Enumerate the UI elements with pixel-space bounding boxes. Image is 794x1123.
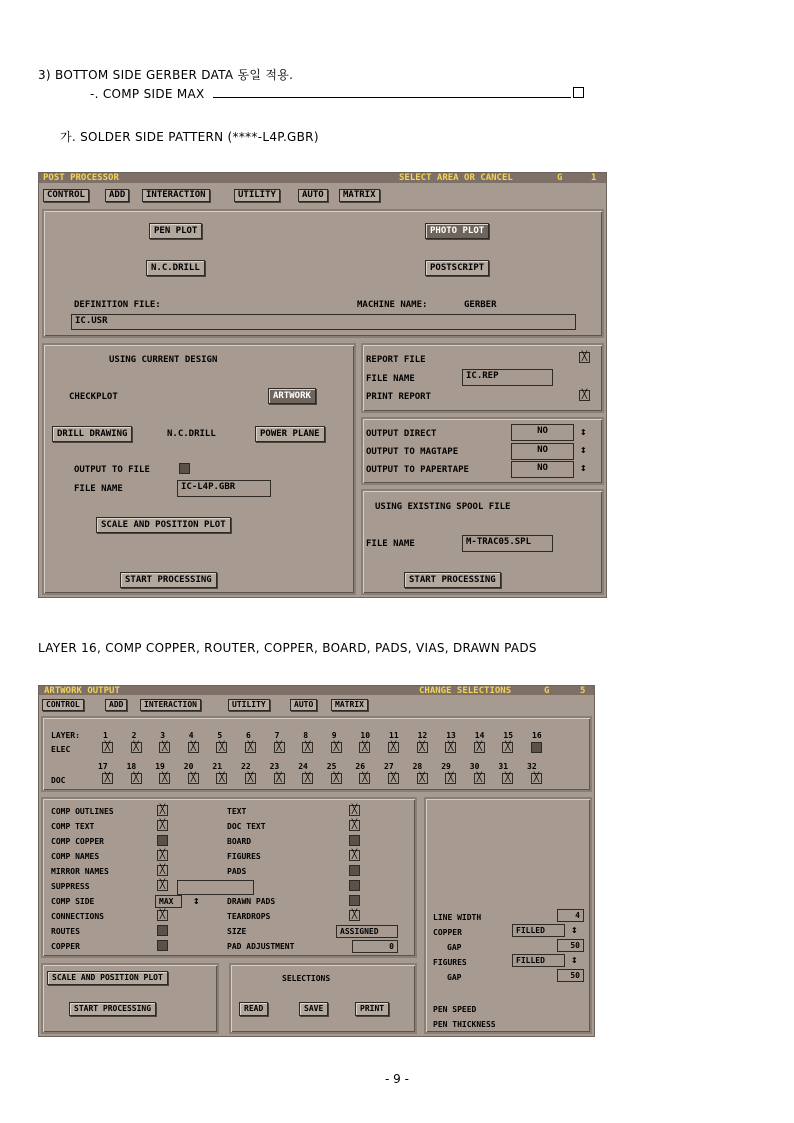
file-name-label: FILE NAME [74, 484, 123, 494]
window-title: POST PROCESSOR [43, 173, 119, 183]
doc-layer-checkbox[interactable] [502, 773, 513, 784]
output-to-file-label: OUTPUT TO FILE [74, 465, 150, 475]
elec-layer-checkbox[interactable] [274, 742, 285, 753]
option-label: COMP TEXT [51, 822, 95, 831]
output-papertape-label: OUTPUT TO PAPERTAPE [366, 465, 469, 475]
option-label: BOARD [227, 837, 252, 846]
output-magtape-label: OUTPUT TO MAGTAPE [366, 447, 459, 457]
status-text: CHANGE SELECTIONS [419, 686, 512, 696]
elec-layer-checkbox[interactable] [188, 742, 199, 753]
layer-number: 31 [498, 762, 509, 771]
option-checkbox[interactable] [349, 820, 360, 831]
layer-number: 17 [98, 762, 108, 771]
selections-label: SELECTIONS [282, 974, 331, 983]
artwork-button[interactable]: ARTWORK [268, 388, 316, 404]
option-checkbox[interactable] [157, 910, 168, 921]
pen-plot-button[interactable]: PEN PLOT [149, 223, 202, 239]
pad-adjustment-value[interactable]: 0 [352, 940, 398, 953]
output-papertape-value[interactable]: NO [511, 461, 574, 478]
layer-number: 12 [417, 731, 428, 740]
copper-fill-value[interactable]: FILLED [512, 924, 565, 937]
layer-number: 10 [360, 731, 371, 740]
menu-control[interactable]: CONTROL [42, 699, 84, 711]
output-direct-value[interactable]: NO [511, 424, 574, 441]
option-label: SIZE [227, 927, 247, 936]
layer-number: 13 [446, 731, 456, 740]
doc-layer-checkbox[interactable] [474, 773, 485, 784]
window-title: ARTWORK OUTPUT [44, 686, 120, 696]
mode-letter: G [544, 686, 550, 696]
layer-number: 14 [474, 731, 485, 740]
menu-interaction[interactable]: INTERACTION [142, 189, 210, 202]
pen-speed-label: PEN SPEED [433, 1005, 477, 1014]
option-checkbox[interactable] [349, 910, 360, 921]
copper-label: COPPER [433, 928, 462, 937]
menu-utility[interactable]: UTILITY [228, 699, 270, 711]
report-file-name-input[interactable]: IC.REP [462, 369, 553, 386]
menu-matrix[interactable]: MATRIX [339, 189, 380, 202]
title-bar [39, 686, 594, 695]
copper-gap-value[interactable]: 50 [557, 939, 584, 952]
layer-number: 1 [103, 731, 108, 740]
option-label: MIRROR NAMES [51, 867, 109, 876]
print-report-label: PRINT REPORT [366, 392, 432, 402]
figures-gap-value[interactable]: 50 [557, 969, 584, 982]
section-heading: 3) BOTTOM SIDE GERBER DATA 동일 적용. [38, 68, 294, 82]
option-label: DOC TEXT [227, 822, 266, 831]
option-label: TEARDROPS [227, 912, 271, 921]
comp-side-value[interactable]: MAX [155, 895, 182, 908]
layer-number: 16 [532, 731, 542, 740]
layer-number: 5 [217, 731, 223, 740]
option-label: FIGURES [227, 852, 261, 861]
updown-arrow-icon[interactable]: ↕ [571, 923, 578, 936]
doc-layer-checkbox[interactable] [531, 773, 542, 784]
line-width-value[interactable]: 4 [557, 909, 584, 922]
elec-layer-checkbox[interactable] [131, 742, 142, 753]
pen-thickness-label: PEN THICKNESS [433, 1020, 496, 1029]
elec-layer-checkbox[interactable] [474, 742, 485, 753]
layer-number: 6 [246, 731, 251, 740]
output-direct-label: OUTPUT DIRECT [366, 429, 437, 439]
updown-arrow-icon[interactable]: ↕ [580, 443, 587, 456]
menu-add[interactable]: ADD [105, 189, 129, 202]
drill-drawing-button[interactable]: DRILL DRAWING [52, 426, 132, 442]
report-file-name-label: FILE NAME [366, 374, 415, 384]
start-processing-button[interactable]: START PROCESSING [120, 572, 217, 588]
doc-layer-checkbox[interactable] [216, 773, 227, 784]
read-button[interactable]: READ [239, 1002, 268, 1016]
option-checkbox[interactable] [157, 850, 168, 861]
layer-number: 23 [269, 762, 280, 771]
spool-file-name-label: FILE NAME [366, 539, 415, 549]
print-button[interactable]: PRINT [355, 1002, 389, 1016]
doc-layer-checkbox[interactable] [131, 773, 142, 784]
checkbox-square [573, 87, 584, 98]
layer-number: 9 [331, 731, 337, 740]
postscript-button[interactable]: POSTSCRIPT [425, 260, 489, 276]
artwork-output-screenshot [38, 685, 595, 1037]
option-checkbox[interactable] [349, 850, 360, 861]
checkplot-label: CHECKPLOT [69, 392, 118, 402]
option-checkbox[interactable] [349, 805, 360, 816]
updown-arrow-icon[interactable]: ↕ [193, 894, 200, 907]
elec-layer-checkbox[interactable] [245, 742, 256, 753]
option-label: DRAWN PADS [227, 897, 276, 906]
layer-number: 3 [160, 731, 166, 740]
option-checkbox[interactable] [157, 865, 168, 876]
menu-utility[interactable]: UTILITY [234, 189, 280, 202]
doc-layer-checkbox[interactable] [188, 773, 199, 784]
option-checkbox[interactable] [157, 940, 168, 951]
elec-layer-checkbox[interactable] [502, 742, 513, 753]
layer-number: 29 [441, 762, 451, 771]
elec-layer-checkbox[interactable] [159, 742, 170, 753]
spool-start-processing-button[interactable]: START PROCESSING [404, 572, 501, 588]
using-current-design-label: USING CURRENT DESIGN [109, 355, 218, 365]
doc-layer-checkbox[interactable] [417, 773, 428, 784]
option-checkbox[interactable] [157, 835, 168, 846]
doc-layer-checkbox[interactable] [445, 773, 456, 784]
option-checkbox[interactable] [157, 925, 168, 936]
option-label: ROUTES [51, 927, 80, 936]
elec-layer-checkbox[interactable] [102, 742, 113, 753]
layer-label: LAYER: [51, 731, 80, 740]
layer-number: 22 [241, 762, 251, 771]
power-plane-button[interactable]: POWER PLANE [255, 426, 325, 442]
elec-label: ELEC [51, 745, 71, 754]
layer-number: 32 [527, 762, 537, 771]
layer-number: 28 [412, 762, 423, 771]
doc-label: DOC [51, 776, 66, 785]
option-label: TEXT [227, 807, 247, 816]
elec-layer-checkbox[interactable] [531, 742, 542, 753]
updown-arrow-icon[interactable]: ↕ [580, 461, 587, 474]
photo-plot-button[interactable]: PHOTO PLOT [425, 223, 489, 239]
line-width-label: LINE WIDTH [433, 913, 482, 922]
option-checkbox[interactable] [157, 880, 168, 891]
scale-position-plot-button[interactable]: SCALE AND POSITION PLOT [96, 517, 231, 533]
layer-number: 26 [355, 762, 366, 771]
option-label: COPPER [51, 942, 80, 951]
suppress-input[interactable] [177, 880, 254, 895]
elec-layer-checkbox[interactable] [388, 742, 399, 753]
option-label: COMP OUTLINES [51, 807, 114, 816]
layer-number: 18 [126, 762, 137, 771]
layer-number: 11 [389, 731, 399, 740]
solder-side-heading: 가. SOLDER SIDE PATTERN (****-L4P.GBR) [60, 130, 319, 144]
menu-matrix[interactable]: MATRIX [331, 699, 368, 711]
doc-layer-checkbox[interactable] [302, 773, 313, 784]
size-value[interactable]: ASSIGNED [336, 925, 398, 938]
using-spool-label: USING EXISTING SPOOL FILE [375, 502, 511, 512]
layer-number: 20 [183, 762, 194, 771]
spool-file-name-input[interactable]: M-TRAC05.SPL [462, 535, 553, 552]
machine-name-label: MACHINE NAME: [357, 300, 428, 310]
copper-gap-label: GAP [447, 943, 462, 952]
updown-arrow-icon[interactable]: ↕ [580, 425, 587, 438]
option-label: COMP SIDE [51, 897, 95, 906]
mode-letter: G [557, 173, 563, 183]
menu-interaction[interactable]: INTERACTION [140, 699, 201, 711]
layer-number: 21 [212, 762, 223, 771]
post-processor-screenshot [38, 172, 607, 598]
comp-side-line: -. COMP SIDE MAX [90, 87, 205, 101]
layer-number: 2 [131, 731, 137, 740]
page-number: - 9 - [385, 1072, 409, 1086]
elec-layer-checkbox[interactable] [417, 742, 428, 753]
updown-arrow-icon[interactable]: ↕ [571, 953, 578, 966]
option-label: COMP NAMES [51, 852, 100, 861]
save-button[interactable]: SAVE [299, 1002, 328, 1016]
definition-file-label: DEFINITION FILE: [74, 300, 161, 310]
layer-number: 24 [298, 762, 308, 771]
option-checkbox[interactable] [349, 865, 360, 876]
figures-fill-value[interactable]: FILLED [512, 954, 565, 967]
report-file-label: REPORT FILE [366, 355, 426, 365]
doc-layer-checkbox[interactable] [102, 773, 113, 784]
report-file-checkbox[interactable] [579, 352, 590, 363]
option-checkbox[interactable] [157, 820, 168, 831]
doc-layer-checkbox[interactable] [245, 773, 256, 784]
layer-number: 15 [503, 731, 514, 740]
option-checkbox[interactable] [349, 895, 360, 906]
elec-layer-checkbox[interactable] [216, 742, 227, 753]
figures-gap-label: GAP [447, 973, 462, 982]
figures-label: FIGURES [433, 958, 467, 967]
layer-number: 19 [155, 762, 165, 771]
doc-layer-checkbox[interactable] [388, 773, 399, 784]
scale-position-plot-button[interactable]: SCALE AND POSITION PLOT [47, 971, 168, 985]
layer-number: 27 [384, 762, 394, 771]
layer-number: 7 [274, 731, 280, 740]
machine-name-value: GERBER [464, 300, 497, 310]
file-name-input[interactable]: IC-L4P.GBR [177, 480, 271, 497]
menu-auto[interactable]: AUTO [290, 699, 317, 711]
menu-auto[interactable]: AUTO [298, 189, 328, 202]
doc-layer-checkbox[interactable] [359, 773, 370, 784]
layer-number: 8 [303, 731, 309, 740]
menu-add[interactable]: ADD [105, 699, 127, 711]
elec-layer-checkbox[interactable] [445, 742, 456, 753]
start-processing-button[interactable]: START PROCESSING [69, 1002, 156, 1016]
option-label: COMP COPPER [51, 837, 104, 846]
status-text: SELECT AREA OR CANCEL [399, 173, 513, 183]
doc-layer-checkbox[interactable] [274, 773, 285, 784]
elec-layer-checkbox[interactable] [359, 742, 370, 753]
layer-heading: LAYER 16, COMP COPPER, ROUTER, COPPER, BOARD, PADS, VIAS, DRAWN PADS [38, 641, 537, 655]
layer-number: 4 [188, 731, 194, 740]
elec-layer-checkbox[interactable] [302, 742, 313, 753]
output-to-file-checkbox[interactable] [179, 463, 190, 474]
elec-layer-checkbox[interactable] [331, 742, 342, 753]
layer-number: 25 [326, 762, 337, 771]
blank-line [213, 97, 571, 98]
menu-control[interactable]: CONTROL [43, 189, 89, 202]
option-label: CONNECTIONS [51, 912, 104, 921]
doc-layer-checkbox[interactable] [159, 773, 170, 784]
nc-drill-button[interactable]: N.C.DRILL [146, 260, 205, 276]
option-label: PAD ADJUSTMENT [227, 942, 295, 951]
nc-drill-label: N.C.DRILL [167, 429, 216, 439]
option-checkbox[interactable] [349, 880, 360, 891]
output-magtape-value[interactable]: NO [511, 443, 574, 460]
definition-file-input[interactable]: IC.USR [71, 314, 576, 330]
print-report-checkbox[interactable] [579, 390, 590, 401]
doc-layer-checkbox[interactable] [331, 773, 342, 784]
option-checkbox[interactable] [349, 835, 360, 846]
option-label: PADS [227, 867, 247, 876]
option-checkbox[interactable] [157, 805, 168, 816]
option-label: SUPPRESS [51, 882, 90, 891]
layer-number: 30 [469, 762, 480, 771]
mode-number: 5 [580, 686, 586, 696]
mode-number: 1 [591, 173, 597, 183]
title-bar [39, 173, 606, 183]
